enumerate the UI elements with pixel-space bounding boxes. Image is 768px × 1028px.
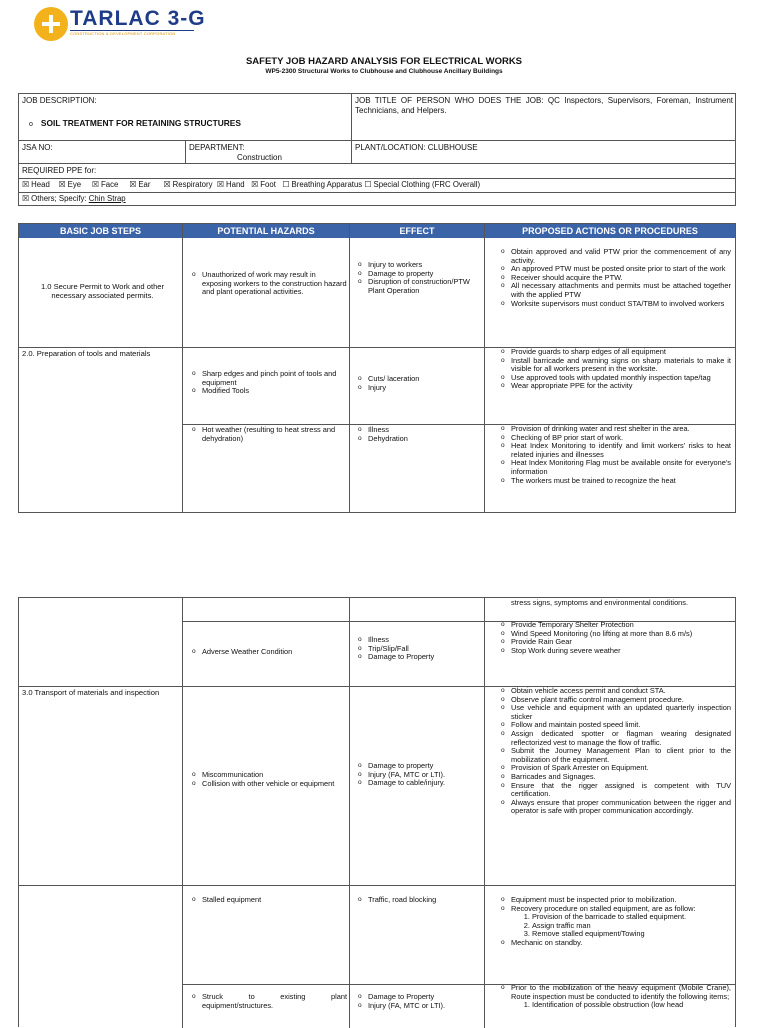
hazard-item: o Stalled equipment [189,896,347,905]
effect-item: o Illness [355,426,483,435]
hazard-item: o Sharp edges and pinch point of tools and equipment [189,370,347,387]
effect-item: o Damage to property [355,270,483,279]
logo-subtitle: CONSTRUCTION & DEVELOPMENT CORPORATION [70,31,176,36]
effects-5 [355,762,483,788]
actions-7-list [498,984,731,1001]
document-subtitle: WP5-2300 Structural Works to Clubhouse and Clubhouse Ancillary Buildings [265,68,503,75]
actions-1 [498,248,731,308]
ppe-others-label: ☒ Others; Specify: [22,194,89,203]
step-3: 3.0 Transport of materials and inspection [22,688,160,697]
actions-6-numbered [498,913,731,939]
action-item: o Provision of drinking water and rest shelter in the area. [498,425,731,434]
effects-6 [355,896,483,905]
department-value: Construction [237,153,282,162]
ppe-checklist: ☒ Head ☒ Eye ☒ Face ☒ Ear ☒ Respiratory ☒ Hand ☒ Foot ☐ Breathing Apparatus ☐ Special Clothing (FRC Overall) [22,180,481,189]
effects-4 [355,636,483,662]
action-item: o Follow and maintain posted speed limit. [498,721,731,730]
hazard-item [189,993,347,1010]
action-item: o The workers must be trained to recognize the heat [498,477,731,486]
hazard-item: o Hot weather (resulting to heat stress and dehydration) [189,426,347,443]
job-description-label: JOB DESCRIPTION: [22,96,97,105]
plant-location: PLANT/LOCATION: CLUBHOUSE [355,143,478,152]
logo-emblem-icon [34,7,68,41]
action-item: o Barricades and Signages. [498,773,731,782]
ppe-others-value: Chin Strap [88,194,126,203]
company-logo [34,7,204,43]
action-item: o Assign dedicated spotter or flagman wearing designated reflectorized vest to manage the flow of traffic. [498,730,731,747]
action-item: o An approved PTW must be posted onsite prior to start of the work [498,265,731,274]
header-row [19,224,735,238]
effect-item: o Trip/Slip/Fall [355,645,483,654]
effect-item: o Cuts/ laceration [355,375,483,384]
action-item: o Heat Index Monitoring Flag must be available onsite for everyone's information [498,459,731,476]
action-item: o Provision of Spark Arrester on Equipment. [498,764,731,773]
hazard-item: o Modified Tools [189,387,347,396]
action-item: o Mechanic on standby. [498,939,731,948]
job-description-text: SOIL TREATMENT FOR RETAINING STRUCTURES [40,118,241,128]
step-1: 1.0 Secure Permit to Work and other necessary associated permits. [40,282,165,300]
numbered-item: 2. Assign traffic man [532,922,731,931]
ppe-label: REQUIRED PPE for: [22,166,97,175]
action-item: o Observe plant traffic control management procedure. [498,696,731,705]
header-proposed-actions: PROPOSED ACTIONS OR PROCEDURES [522,226,698,236]
actions-6 [498,896,731,948]
hazards-5 [189,771,347,788]
effect-item: o Dehydration [355,435,483,444]
action-item: o Recovery procedure on stalled equipment, are as follow: [498,905,731,914]
actions-5 [498,687,731,816]
header-potential-hazards: POTENTIAL HAZARDS [217,226,315,236]
action-item: o Use vehicle and equipment with an updated quarterly inspection sticker [498,704,731,721]
action-item: o Heat Index Monitoring to identify and limit workers' risks to heat related injuries and illnesses [498,442,731,459]
effects-1 [355,261,483,295]
effect-item: o Injury (FA, MTC or LTI). [355,771,483,780]
hazard-table-page-1 [18,223,736,513]
step-2: 2.0. Preparation of tools and materials [22,349,151,358]
action-item: o Stop Work during severe weather [498,647,731,656]
effect-item: o Damage to Property [355,993,483,1002]
actions-3 [498,425,731,485]
logo-name: TARLAC 3-G [70,7,206,30]
action-item: o Ensure that the rigger assigned is competent with TUV certification. [498,782,731,799]
actions-6-list-a [498,896,731,913]
effect-item: o Damage to Property [355,653,483,662]
actions-7 [498,984,731,1010]
department-label: DEPARTMENT: [189,143,245,152]
hazard-item: o Unauthorized of work may result in exposing workers to the construction hazard and plant operational activities. [189,271,347,297]
action-item: o Prior to the mobilization of the heavy equipment (Mobile Crane), Route inspection must be conducted to identify the following items; [498,984,731,1001]
job-title: JOB TITLE OF PERSON WHO DOES THE JOB: QC Inspectors, Supervisors, Foreman, Instrument Technicians, and Helpers. [355,96,733,115]
hazard-text: Struck to existing plant equipment/structures. [202,992,347,1010]
action-item: o Provide guards to sharp edges of all equipment [498,348,731,357]
action-item: o Provide Rain Gear [498,638,731,647]
hazards-2 [189,370,347,396]
hazards-3 [189,426,347,443]
actions-2 [498,348,731,391]
numbered-item: 1. Provision of the barricade to stalled equipment. [532,913,731,922]
numbered-item: 1. Identification of possible obstruction (low head [532,1001,731,1010]
action-item: o Checking of BP prior start of work. [498,434,731,443]
effect-item: o Injury to workers [355,261,483,270]
hazard-table-page-2 [18,597,736,1027]
hazard-item: o Miscommunication [189,771,347,780]
action-item: o Wind Speed Monitoring (no lifting at more than 8.6 m/s) [498,630,731,639]
actions-4 [498,621,731,655]
effect-item: o Traffic, road blocking [355,896,483,905]
action-item: o Always ensure that proper communication between the rigger and operator is safe with proper communication accordingly. [498,799,731,816]
info-table [18,93,736,206]
action-item: o Wear appropriate PPE for the activity [498,382,731,391]
action-item: o All necessary attachments and permits must be attached together with the applied PTW [498,282,731,299]
action-item: o Use approved tools with updated monthly inspection tape/tag [498,374,731,383]
effect-item: o Illness [355,636,483,645]
hazards-7 [189,993,347,1010]
jsa-no-label: JSA NO: [22,143,53,152]
action-item: o Obtain vehicle access permit and conduct STA. [498,687,731,696]
action-item: o Submit the Journey Management Plan to client prior to the mobilization of the equipment. [498,747,731,764]
action-item: o Worksite supervisors must conduct STA/TBM to involved workers [498,300,731,309]
actions-6-list-b [498,939,731,948]
effects-3 [355,426,483,443]
action-item: o Equipment must be inspected prior to mobilization. [498,896,731,905]
action-item: o Provide Temporary Shelter Protection [498,621,731,630]
effects-2 [355,375,483,392]
ppe-others [22,194,126,204]
hazard-item: o Collision with other vehicle or equipment [189,780,347,789]
action-item: o Receiver should acquire the PTW. [498,274,731,283]
action-item: o Install barricade and warning signs on sharp materials to make it visible for all workers present in the worksite. [498,357,731,374]
hazards-1 [189,271,347,297]
effects-7 [355,993,483,1010]
actions-7-numbered [498,1001,731,1010]
header-basic-job-steps: BASIC JOB STEPS [59,226,142,236]
hazards-6 [189,896,347,905]
document-title: SAFETY JOB HAZARD ANALYSIS FOR ELECTRICAL WORKS [245,56,523,67]
hazards-4 [189,648,347,657]
action-item: o Obtain approved and valid PTW prior the commencement of any activity. [498,248,731,265]
numbered-item: 3. Remove stalled equipment/Towing [532,930,731,939]
effect-item: o Damage to property [355,762,483,771]
effect-item: o Disruption of construction/PTW Plant Operation [355,278,483,295]
job-description-value: o SOIL TREATMENT FOR RETAINING STRUCTURES [29,118,241,128]
effect-item: o Injury (FA, MTC or LTI). [355,1002,483,1011]
effect-item: o Injury [355,384,483,393]
actions-3-continued: stress signs, symptoms and environmental conditions. [511,598,689,607]
hazard-item: o Adverse Weather Condition [189,648,347,657]
effect-item: o Damage to cable/injury. [355,779,483,788]
header-effect: EFFECT [399,226,435,236]
